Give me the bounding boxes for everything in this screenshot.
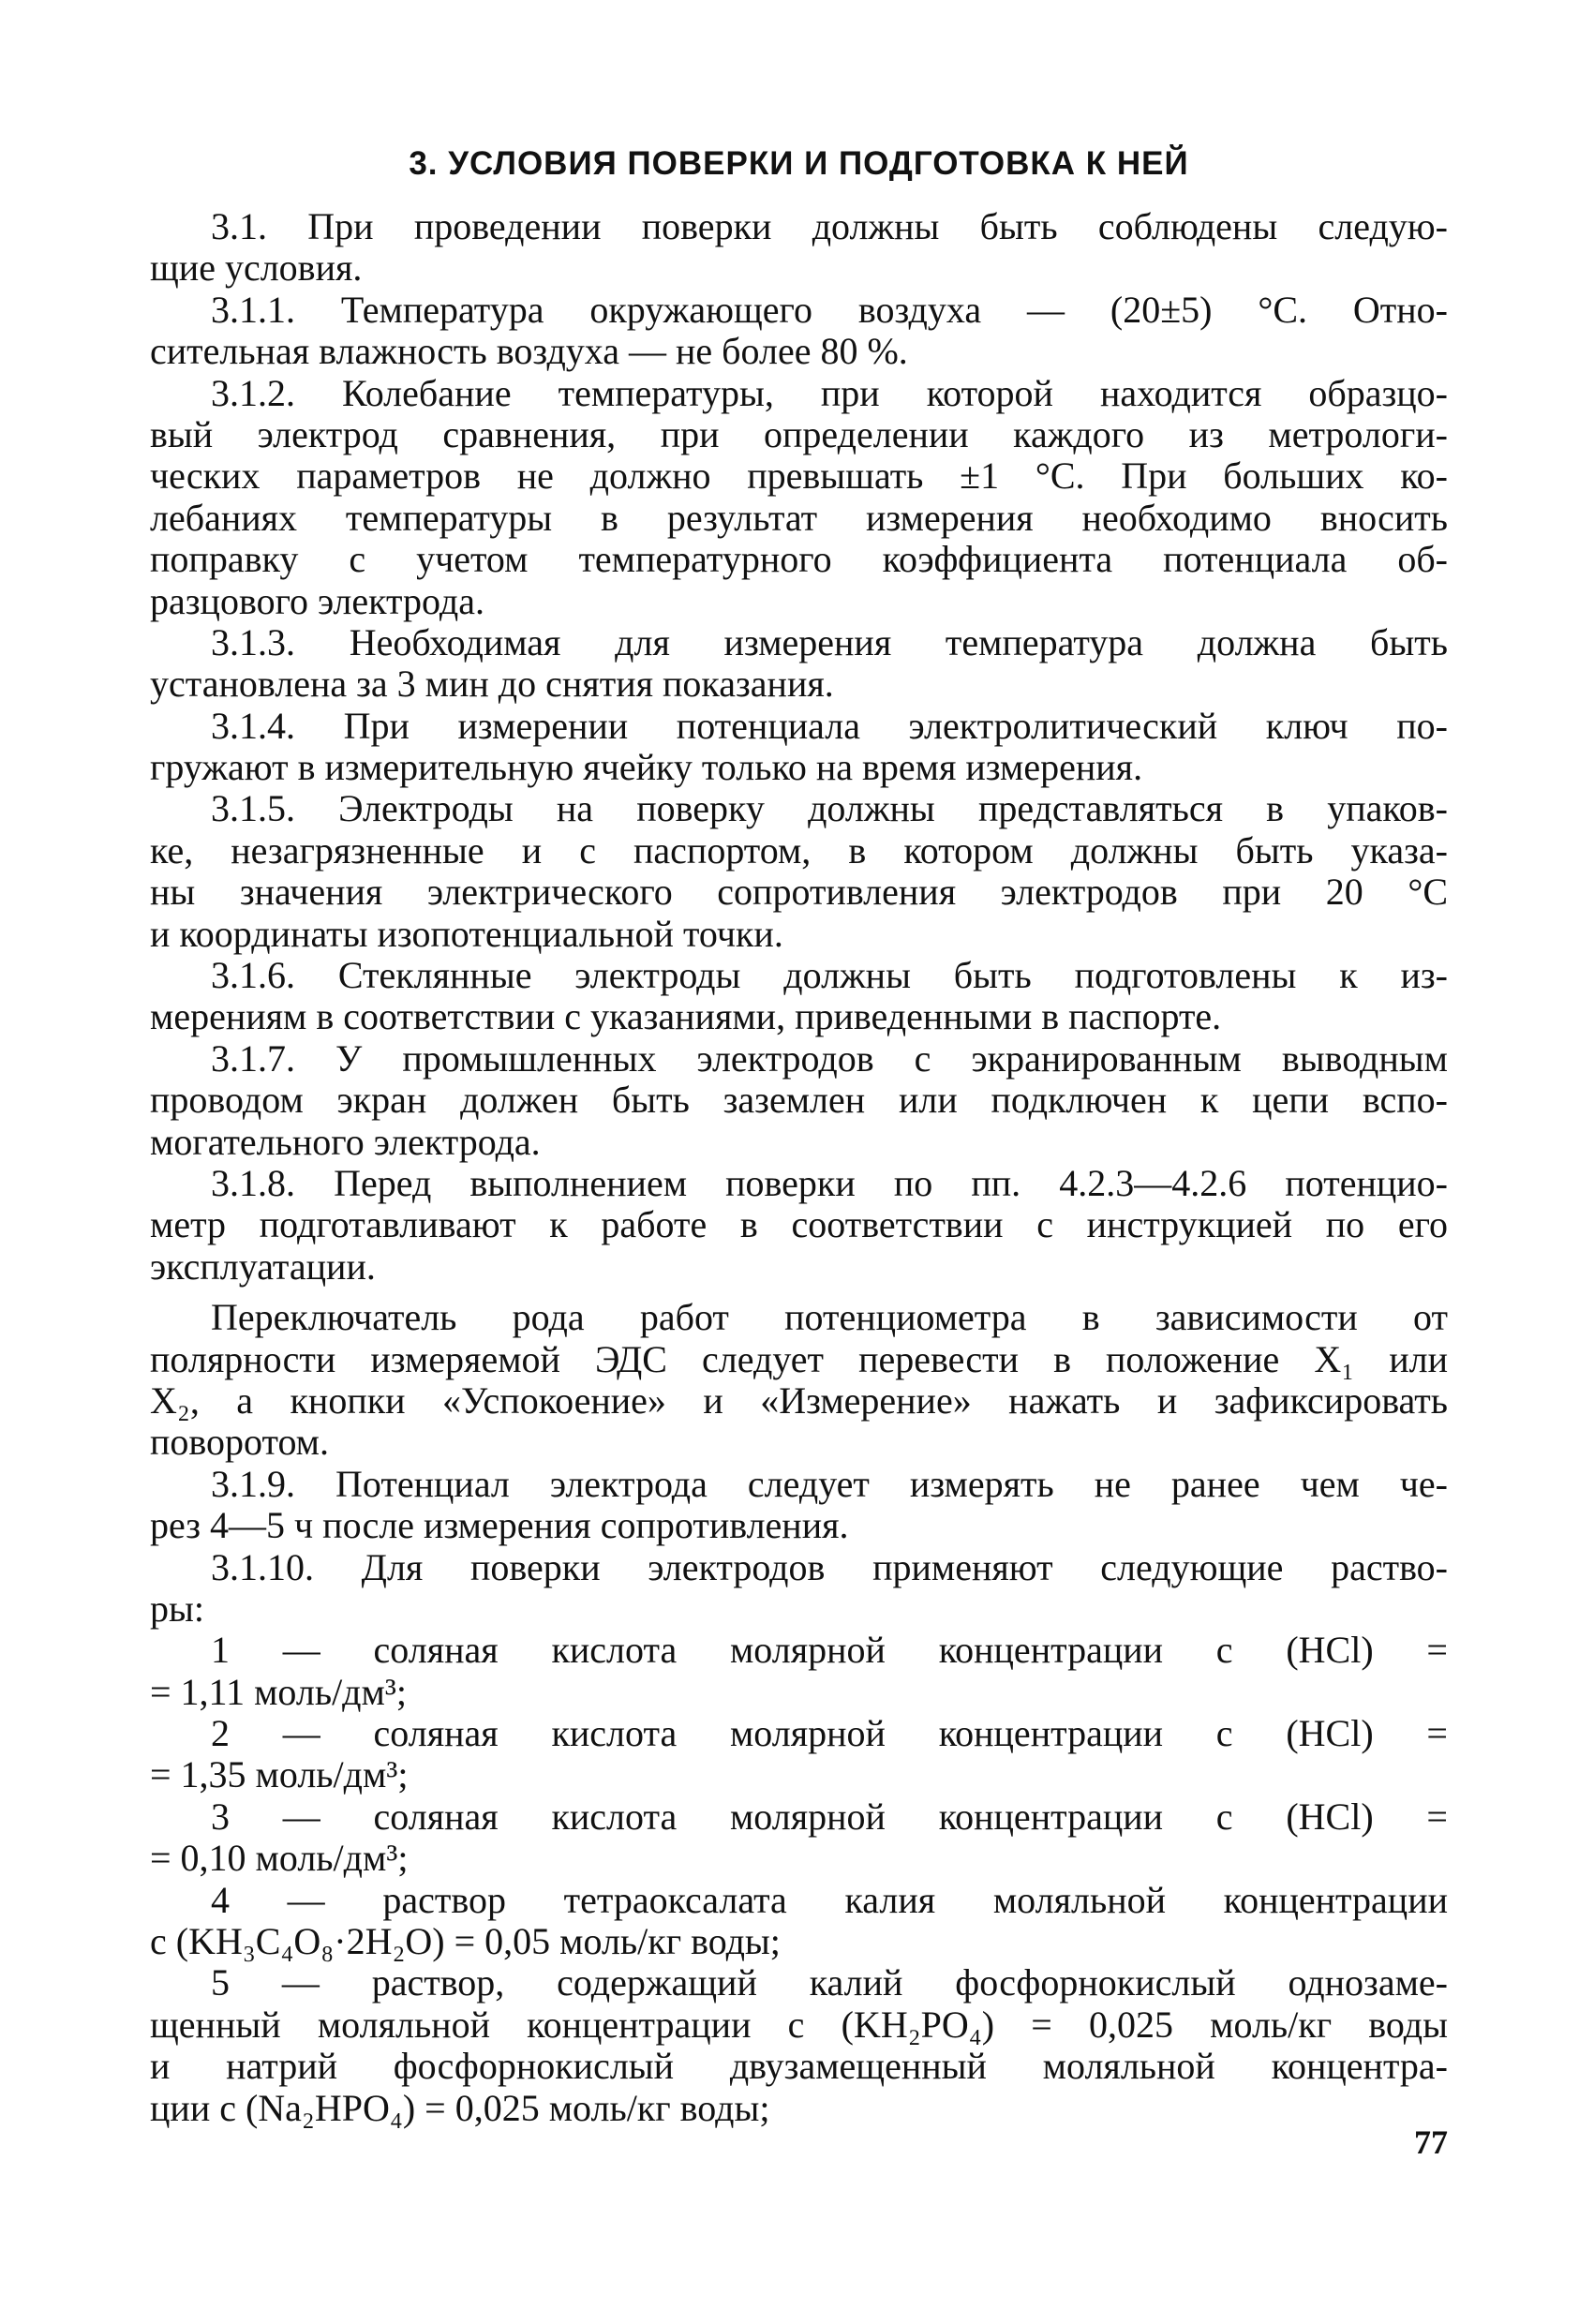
text-line: полярности измеряемой ЭДС следует перевести в положение X₁ или <box>150 1337 1448 1380</box>
text-line: ры: <box>150 1587 204 1630</box>
text-line: 3.1.9. Потенциал электрода следует измерять не ранее чем че- <box>211 1462 1448 1505</box>
text-line: 1 — соляная кислота молярной концентрации c (HCl) = <box>211 1629 1448 1672</box>
text-line: 3.1.3. Необходимая для измерения температура должна быть <box>211 620 1448 663</box>
text-line: установлена за 3 мин до снятия показания. <box>150 663 834 706</box>
text-line: X₂, а кнопки «Успокоение» и «Измерение» нажать и зафиксировать <box>150 1378 1448 1422</box>
text-line: ции c (Na₂HPO₄) = 0,025 моль/кг воды; <box>150 2086 770 2129</box>
text-line: сительная влажность воздуха — не более 80 %. <box>150 330 908 373</box>
text-line: эксплуатации. <box>150 1244 376 1288</box>
text-line: 3.1.6. Стеклянные электроды должны быть подготовлены к из- <box>211 954 1448 997</box>
text-line: = 1,11 моль/дм³; <box>150 1670 407 1713</box>
text-line: щенный моляльной концентрации c (KH₂PO₄) = 0,025 моль/кг воды <box>150 2003 1448 2046</box>
text-line: ны значения электрического сопротивления электродов при 20 °С <box>150 871 1448 914</box>
page-number: 77 <box>1414 2123 1448 2161</box>
text-line: могательного электрода. <box>150 1120 541 1163</box>
body-text <box>150 206 1448 2129</box>
text-line: = 0,10 моль/дм³; <box>150 1837 409 1880</box>
text-line: гружают в измерительную ячейку только на время измерения. <box>150 746 1143 789</box>
text-line: вый электрод сравнения, при определении каждого из метрологи- <box>150 412 1448 455</box>
text-line: разцового электрода. <box>150 579 484 622</box>
text-line: 3.1. При проведении поверки должны быть соблюдены следую- <box>211 205 1448 247</box>
text-line: 3.1.2. Колебание температуры, при которой находится образцо- <box>211 371 1448 414</box>
text-line: лебаниях температуры в результат измерения необходимо вносить <box>150 496 1448 539</box>
text-line: 3.1.5. Электроды на поверку должны представляться в упаков- <box>211 787 1448 830</box>
text-line: метр подготавливают к работе в соответствии с инструкцией по его <box>150 1203 1448 1246</box>
text-line: 3.1.1. Температура окружающего воздуха — (20±5) °С. Отно- <box>211 288 1448 331</box>
text-line: рез 4—5 ч после измерения сопротивления. <box>150 1504 849 1547</box>
text-line: 5 — раствор, содержащий калий фосфорнокислый однозаме- <box>211 1961 1448 2004</box>
text-line: и натрий фосфорнокислый двузамещенный моляльной концентра- <box>150 2045 1448 2088</box>
text-line: 3 — соляная кислота молярной концентрации c (HCl) = <box>211 1795 1448 1838</box>
text-line: Переключатель рода работ потенциометра в зависимости от <box>211 1296 1448 1339</box>
text-line: 2 — соляная кислота молярной концентрации c (HCl) = <box>211 1712 1448 1755</box>
text-line: проводом экран должен быть заземлен или подключен к цепи вспо- <box>150 1079 1448 1122</box>
text-line: 3.1.7. У промышленных электродов с экранированным выводным <box>211 1036 1448 1080</box>
section-heading: 3. УСЛОВИЯ ПОВЕРКИ И ПОДГОТОВКА К НЕЙ <box>409 145 1189 182</box>
text-line: 3.1.4. При измерении потенциала электролитический ключ по- <box>211 704 1448 747</box>
text-line: 4 — раствор тетраоксалата калия моляльной концентрации <box>211 1878 1448 1921</box>
text-line: ческих параметров не должно превышать ±1 °С. При больших ко- <box>150 454 1448 498</box>
text-line: и координаты изопотенциальной точки. <box>150 912 783 955</box>
text-line: = 1,35 моль/дм³; <box>150 1753 409 1796</box>
text-line: мерениям в соответствии с указаниями, приведенными в паспорте. <box>150 995 1222 1038</box>
text-line: щие условия. <box>150 246 363 290</box>
text-line: поворотом. <box>150 1421 329 1464</box>
text-line: 3.1.8. Перед выполнением поверки по пп. 4.2.3—4.2.6 потенцио- <box>211 1161 1448 1204</box>
text-line: ке, незагрязненные и с паспортом, в котором должны быть указа- <box>150 828 1448 872</box>
text-line: 3.1.10. Для поверки электродов применяют следующие раство- <box>211 1545 1448 1588</box>
text-line: c (KH₃C₄O₈·2H₂O) = 0,05 моль/кг воды; <box>150 1920 781 1963</box>
text-line: поправку с учетом температурного коэффициента потенциала об- <box>150 538 1448 581</box>
